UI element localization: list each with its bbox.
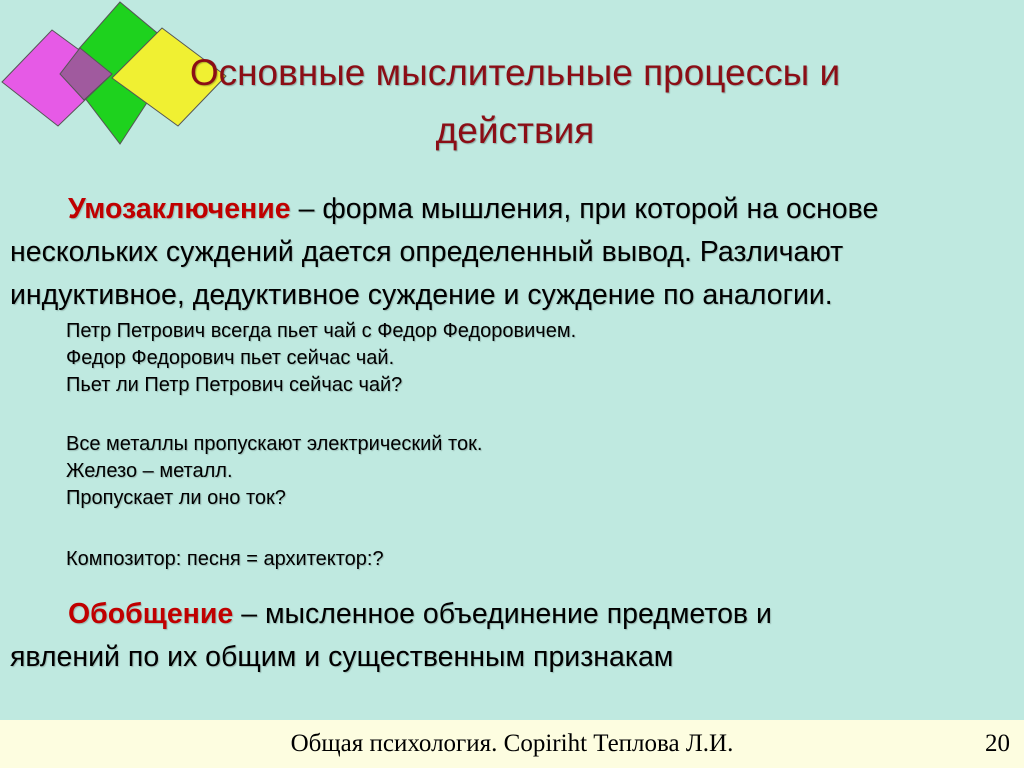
inference-definition — [10, 188, 1010, 317]
example-line: Пьет ли Петр Петрович сейчас чай? — [66, 374, 403, 396]
example-line: Железо – металл. — [66, 460, 233, 482]
example-line: Федор Федорович пьет сейчас чай. — [66, 347, 395, 369]
example-line: Петр Петрович всегда пьет чай с Федор Федоровичем. — [66, 320, 577, 342]
slide-title — [110, 44, 920, 160]
footer-copyright: Общая психология. Copiriht Теплова Л.И. — [290, 730, 734, 757]
page-number: 20 — [985, 730, 1010, 757]
title-line-2: действия — [435, 110, 595, 151]
generalization-term: Обобщение — [68, 598, 234, 630]
inference-line-1-text: – форма мышления, при которой на основе — [290, 193, 879, 225]
example-group-3 — [66, 546, 384, 573]
generalization-line-1-text: – мысленное объединение предметов и — [233, 598, 772, 630]
example-group-1 — [66, 318, 576, 399]
generalization-line-1 — [10, 593, 1010, 636]
inference-term: Умозаключение — [68, 193, 291, 225]
generalization-line-2: явлений по их общим и существенным признакам — [10, 641, 674, 673]
example-line: Пропускает ли оно ток? — [66, 487, 286, 509]
example-line: Композитор: песня = архитектор:? — [66, 548, 384, 570]
inference-line-3: индуктивное, дедуктивное суждение и суждение по аналогии. — [10, 279, 833, 311]
footer — [0, 720, 1024, 768]
example-line: Все металлы пропускают электрический ток. — [66, 433, 483, 455]
title-line-1: Основные мыслительные процессы и — [189, 52, 841, 93]
example-group-2 — [66, 431, 482, 512]
inference-line-1 — [10, 188, 1010, 231]
inference-line-2: нескольких суждений дается определенный вывод. Различают — [10, 236, 844, 268]
generalization-definition — [10, 593, 1010, 679]
